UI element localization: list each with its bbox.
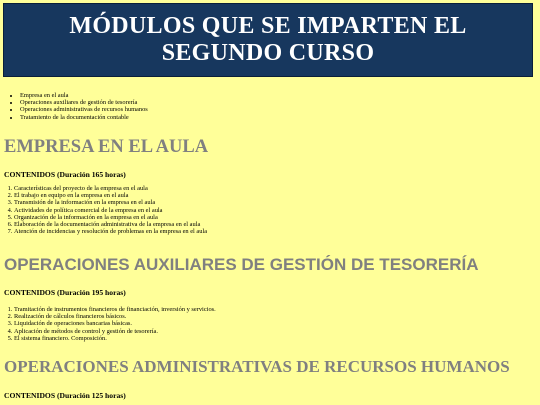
contents-list-item: 3. Transmisión de la información en la empresa en el aula — [14, 199, 207, 206]
page-title-banner — [3, 3, 533, 77]
contents-list-item: 2. El trabajo en equipo en la empresa en el aula — [14, 192, 207, 199]
contents-list-item: 2. Realización de cálculos financieros básicos. — [14, 313, 216, 320]
contents-list-item: 5. Organización de la información en la empresa en el aula — [14, 214, 207, 221]
module-list-item: • Operaciones administrativas de recursos humanos — [20, 106, 148, 113]
page-title-line-2: SEGUNDO CURSO — [161, 40, 375, 66]
contents-list-empresa — [6, 185, 207, 235]
contents-label-tesoreria: CONTENIDOS (Duración 195 horas) — [4, 288, 126, 297]
module-list — [7, 92, 148, 121]
contents-label-empresa: CONTENIDOS (Duración 165 horas) — [4, 170, 126, 179]
module-list-item: • Operaciones auxiliares de gestión de tesorería — [20, 99, 148, 106]
contents-list-item: 1. Características del proyecto de la empresa en el aula — [14, 185, 207, 192]
section-heading-tesoreria: OPERACIONES AUXILIARES DE GESTIÓN DE TESORERÍA — [4, 255, 479, 274]
page-title-line-1: MÓDULOS QUE SE IMPARTEN EL — [69, 13, 467, 39]
contents-list-item: 7. Atención de incidencias y resolución de problemas en la empresa en el aula — [14, 228, 207, 235]
module-list-item: • Empresa en el aula — [20, 92, 148, 99]
contents-list-item: 4. Actividades de política comercial de la empresa en el aula — [14, 207, 207, 214]
contents-label-recursos-humanos: CONTENIDOS (Duración 125 horas) — [4, 391, 126, 400]
contents-list-item: 6. Elaboración de la documentación administrativa de la empresa en el aula — [14, 221, 207, 228]
contents-list-item: 4. Aplicación de métodos de control y gestión de tesorería. — [14, 328, 216, 335]
section-heading-empresa: EMPRESA EN EL AULA — [4, 137, 209, 157]
module-list-item: • Tratamiento de la documentación contable — [20, 114, 148, 121]
contents-list-item: 5. El sistema financiero. Composición. — [14, 335, 216, 342]
contents-list-tesoreria — [6, 306, 216, 342]
contents-list-item: 3. Liquidación de operaciones bancarias básicas. — [14, 320, 216, 327]
contents-list-item: 1. Tramitación de instrumentos financieros de financiación, inversión y servicios. — [14, 306, 216, 313]
section-heading-recursos-humanos: OPERACIONES ADMINISTRATIVAS DE RECURSOS HUMANOS — [4, 357, 510, 376]
